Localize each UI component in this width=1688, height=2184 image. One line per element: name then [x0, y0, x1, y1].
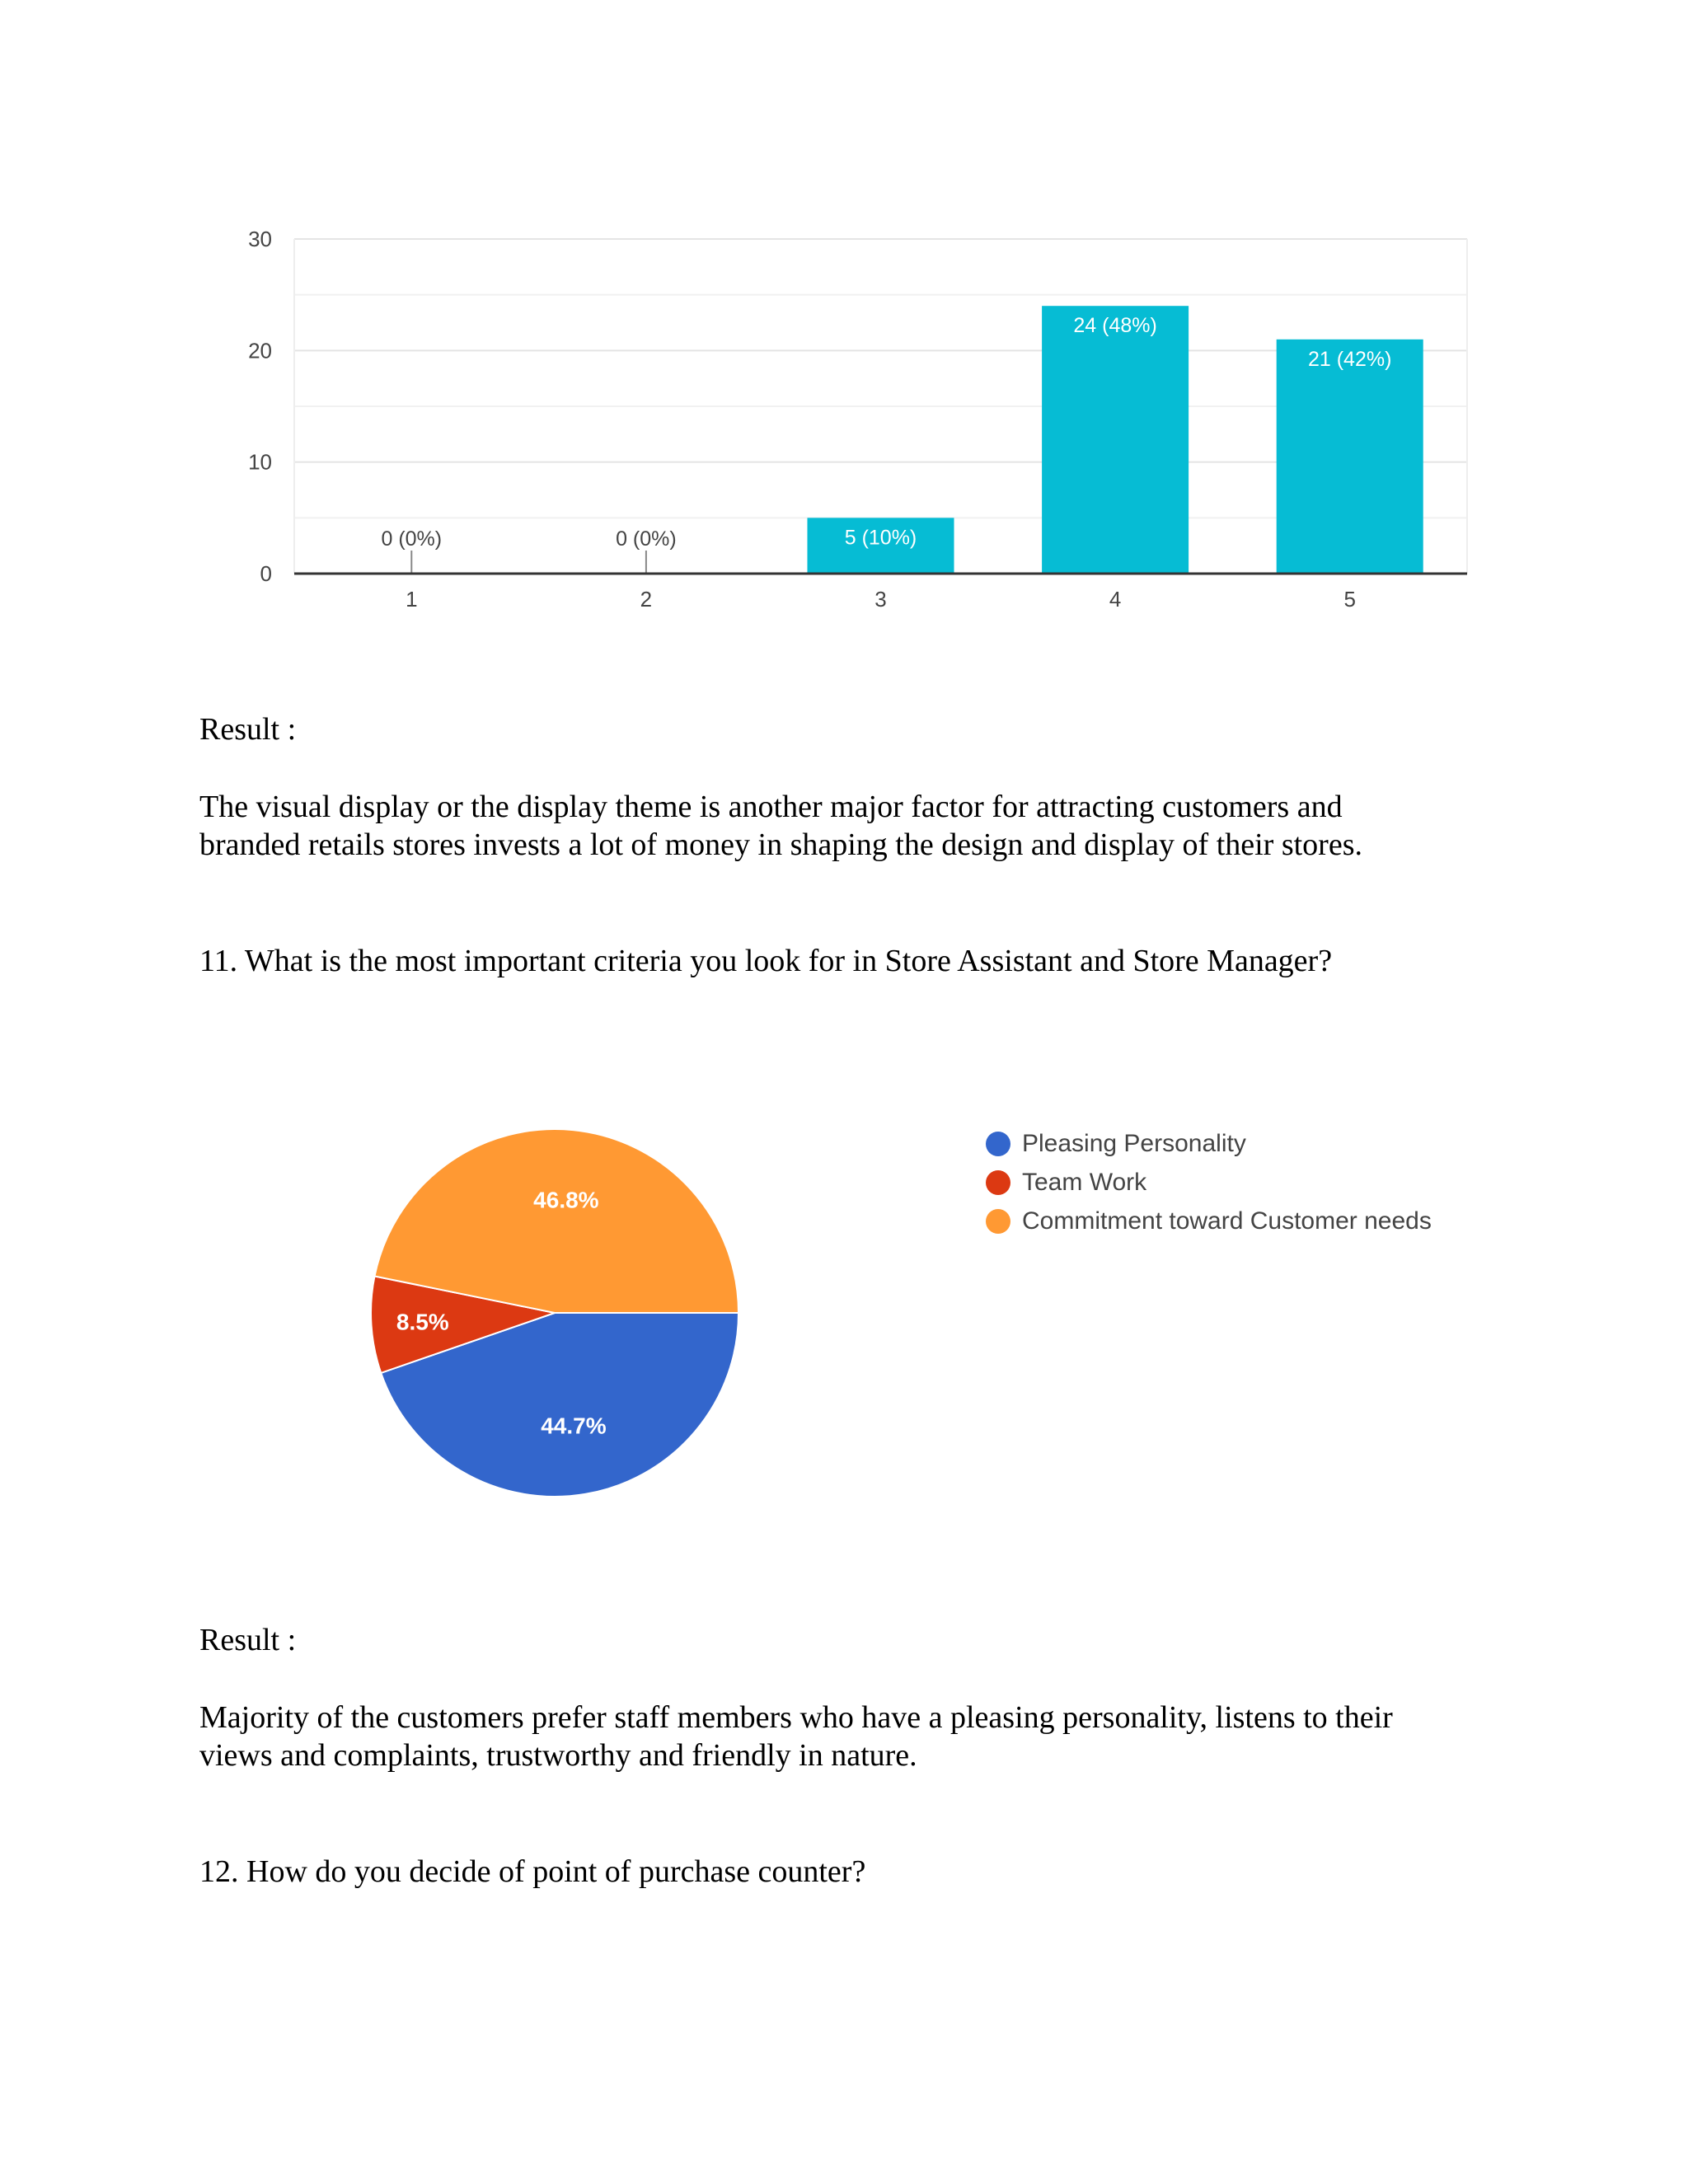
- legend-dot-icon: [986, 1170, 1010, 1195]
- question-12: 12. How do you decide of point of purchase counter?: [199, 1854, 866, 1889]
- bar: [1042, 306, 1189, 574]
- result-line-1b: branded retails stores invests a lot of money in shaping the design and display of their stores.: [199, 827, 1362, 862]
- result-heading-2: Result :: [199, 1623, 297, 1657]
- pie-slice-label: 8.5%: [396, 1309, 449, 1335]
- result-heading-1: Result :: [199, 712, 297, 747]
- pie-slice: [374, 1129, 738, 1313]
- result-line-2a: Majority of the customers prefer staff members who have a pleasing personality, listens to their: [199, 1700, 1393, 1735]
- x-tick-label: 5: [1343, 587, 1356, 612]
- response-bar-chart: [206, 206, 1492, 635]
- legend-dot-icon: [986, 1209, 1010, 1234]
- pie-legend: [986, 1124, 1432, 1240]
- legend-label: Team Work: [1022, 1168, 1147, 1196]
- x-tick-label: 4: [1109, 587, 1122, 612]
- criteria-pie-chart: [346, 1104, 775, 1533]
- bar-data-label: 24 (48%): [1073, 314, 1157, 338]
- bar: [1277, 340, 1423, 574]
- y-tick-label: 20: [248, 338, 272, 363]
- y-tick-label: 0: [260, 561, 272, 586]
- x-tick-label: 2: [640, 587, 653, 612]
- bar-data-label: 0 (0%): [381, 527, 443, 551]
- bar-data-label: 5 (10%): [844, 526, 917, 550]
- legend-label: Pleasing Personality: [1022, 1129, 1246, 1157]
- legend-item-team-work: [986, 1163, 1432, 1202]
- y-tick-label: 30: [248, 227, 272, 251]
- pie-slice-label: 46.8%: [533, 1187, 599, 1213]
- legend-item-commitment: [986, 1202, 1432, 1240]
- legend-label: Commitment toward Customer needs: [1022, 1207, 1432, 1235]
- bar-data-label: 0 (0%): [616, 527, 677, 551]
- question-11: 11. What is the most important criteria you look for in Store Assistant and Store Manager?: [199, 944, 1333, 978]
- pie-slice-label: 44.7%: [541, 1413, 607, 1439]
- legend-dot-icon: [986, 1132, 1010, 1156]
- bar-data-label: 21 (42%): [1307, 347, 1392, 371]
- result-line-1a: The visual display or the display theme is another major factor for attracting customers and: [199, 790, 1343, 824]
- x-tick-label: 1: [406, 587, 418, 612]
- result-line-2b: views and complaints, trustworthy and friendly in nature.: [199, 1738, 917, 1773]
- y-tick-label: 10: [248, 449, 272, 475]
- x-tick-label: 3: [874, 587, 887, 612]
- legend-item-pleasing-personality: [986, 1124, 1432, 1163]
